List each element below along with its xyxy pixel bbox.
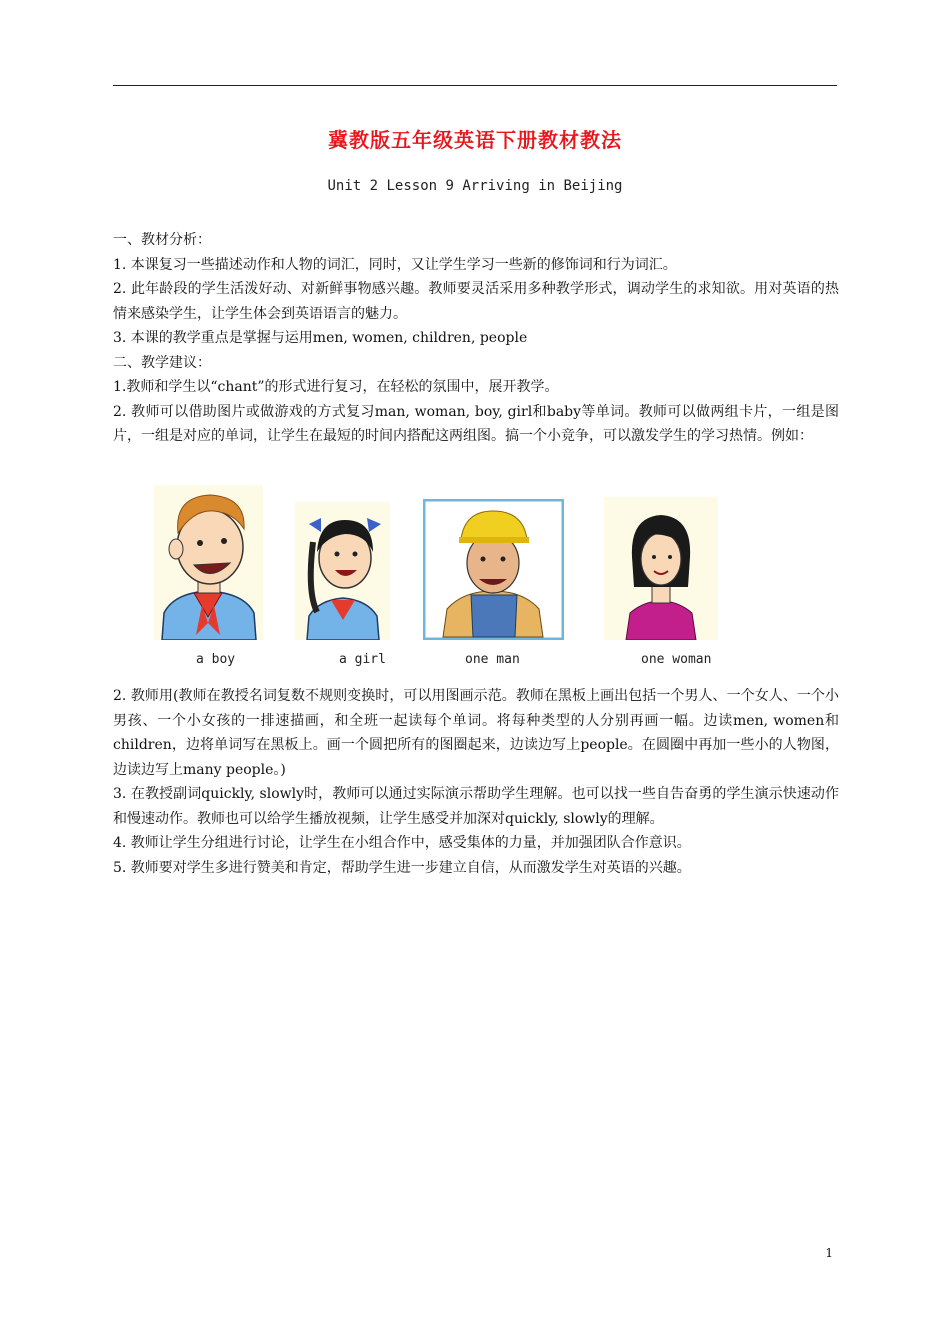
paragraph: 4. 教师让学生分组进行讨论，让学生在小组合作中，感受集体的力量，并加强团队合作意识。 bbox=[113, 835, 691, 851]
paragraph: 3. 在教授副词quickly, slowly时，教师可以通过实际演示帮助学生理解。也可以找一些自告奋勇的学生演示快速动作和慢速动作。教师也可以给学生播放视频，让学生感受并加深对quickly, slowly的理解。 bbox=[113, 786, 839, 827]
document-subtitle: Unit 2 Lesson 9 Arriving in Beijing bbox=[327, 178, 623, 194]
paragraph: 3. 本课的教学重点是掌握与运用men, women, children, people bbox=[113, 330, 528, 346]
man-illustration bbox=[423, 499, 564, 640]
caption-man: one man bbox=[465, 652, 520, 667]
paragraph: 2. 此年龄段的学生活泼好动、对新鲜事物感兴趣。教师要灵活采用多种教学形式，调动学生的求知欲。用对英语的热情来感染学生，让学生体会到英语语言的魅力。 bbox=[113, 281, 839, 322]
paragraph: 1.教师和学生以“chant”的形式进行复习，在轻松的氛围中，展开教学。 bbox=[113, 379, 559, 395]
illustration-row bbox=[0, 485, 950, 675]
page-number: 1 bbox=[825, 1246, 833, 1260]
content-block-2 bbox=[113, 684, 839, 880]
caption-boy: a boy bbox=[196, 652, 236, 667]
section-heading-suggestions: 二、教学建议： bbox=[113, 354, 211, 371]
header-rule bbox=[113, 85, 837, 86]
woman-illustration bbox=[604, 497, 718, 640]
caption-girl: a girl bbox=[339, 652, 386, 667]
paragraph: 2. 教师可以借助图片或做游戏的方式复习man, woman, boy, girl和baby等单词。教师可以做两组卡片，一组是图片，一组是对应的单词，让学生在最短的时间内搭配这两组图。搞一个小竞争，可以激发学生的学习热情。例如： bbox=[113, 403, 839, 444]
caption-woman: one woman bbox=[641, 652, 712, 667]
content-block-1 bbox=[113, 228, 839, 449]
section-heading-analysis: 一、教材分析： bbox=[113, 232, 211, 248]
paragraph: 1. 本课复习一些描述动作和人物的词汇，同时，又让学生学习一些新的修饰词和行为词汇。 bbox=[113, 256, 677, 273]
boy-illustration bbox=[154, 485, 263, 640]
document-title: 冀教版五年级英语下册教材教法 bbox=[328, 128, 622, 152]
girl-illustration bbox=[295, 502, 390, 640]
paragraph: 2. 教师用(教师在教授名词复数不规则变换时，可以用图画示范。教师在黑板上画出包括一个男人、一个女人、一个小男孩、一个小女孩的一排速描画，和全班一起读每个单词。将每种类型的人分别再画一幅。边读men, women和children，边将单词写在黑板上。画一个圆把所有的图圈起来，边读边写上people。在圆圈中再加一些小的人物图，边读边写上many people。) bbox=[113, 688, 839, 778]
paragraph: 5. 教师要对学生多进行赞美和肯定，帮助学生进一步建立自信，从而激发学生对英语的兴趣。 bbox=[113, 859, 691, 876]
